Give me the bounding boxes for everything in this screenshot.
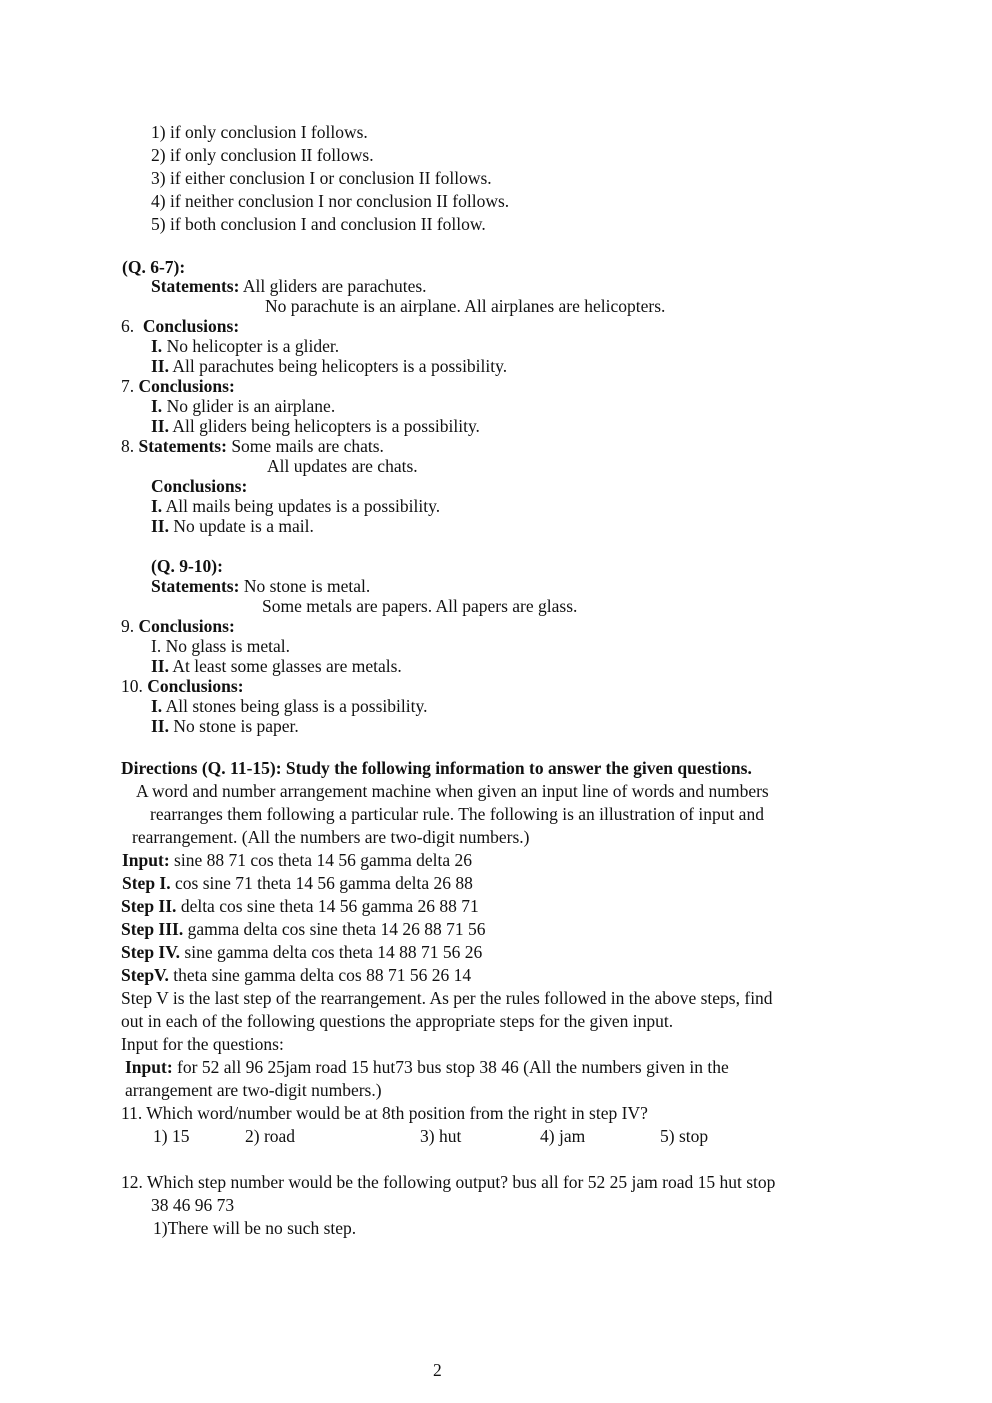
question-number: 6. [121,316,135,336]
conclusions-label: Conclusions: [151,476,248,496]
statement-1: No stone is metal. [243,576,371,596]
q7-conclusions [121,376,235,396]
step-text: sine gamma delta cos theta 14 88 71 56 26 [184,942,483,962]
q8-statements [121,436,384,456]
input-text: for 52 all 96 25jam road 15 hut73 bus stop 38 46 (All the numbers given in the [177,1057,729,1077]
conclusion-text: No helicopter is a glider. [166,336,340,356]
q6-conclusions [121,316,239,336]
step-line [121,896,479,916]
conclusions-label: Conclusions: [138,616,235,636]
step-label: StepV. [121,965,169,985]
conclusion-label: I. [151,396,163,416]
q6-conclusion-1 [151,336,339,356]
conclusion-label: I. [151,336,163,356]
instructions-text: out in each of the following questions the appropriate steps for the given input. [121,1011,674,1031]
conclusion-text: All mails being updates is a possibility. [165,496,441,516]
step-line [122,873,473,893]
q7-conclusion-2 [151,416,480,436]
statement-2: No parachute is an airplane. All airplanes are helicopters. [265,296,666,316]
q11-option-5: 5) stop [660,1126,709,1146]
q9-conclusion-2 [151,656,402,676]
q10-conclusion-2 [151,716,299,736]
statements-label: Statements: [151,276,240,296]
step-label: Step III. [121,919,184,939]
conclusions-label: Conclusions: [138,376,235,396]
question-number: 10. [121,676,143,696]
question-input [125,1057,729,1077]
question-number: 9. [121,616,135,636]
q6-7-header: (Q. 6-7): [122,257,186,277]
q9-conclusions [121,616,235,636]
q9-10-statements [151,576,370,596]
directions-paragraph: rearrangement. (All the numbers are two-digit numbers.) [132,827,530,847]
q11-option-2: 2) road [245,1126,296,1146]
conclusion-label: I. [151,496,163,516]
statement-1: All gliders are parachutes. [242,276,427,296]
option-1: 1) if only conclusion I follows. [151,122,368,142]
step-text: cos sine 71 theta 14 56 gamma delta 26 88 [175,873,473,893]
directions-paragraph: rearranges them following a particular rule. The following is an illustration of input and [150,804,764,824]
input-line [122,850,472,870]
input-label: Input: [125,1057,173,1077]
conclusion-label: II. [151,516,169,536]
directions-paragraph: A word and number arrangement machine when given an input line of words and numbers [136,781,769,801]
conclusion-label: I. [151,696,163,716]
q11-option-4: 4) jam [540,1126,586,1146]
q8-conclusion-1 [151,496,440,516]
q7-conclusion-1 [151,396,335,416]
conclusions-label: Conclusions: [147,676,244,696]
conclusion-label: II. [151,656,169,676]
conclusion-text: No stone is paper. [173,716,299,736]
option-3: 3) if either conclusion I or conclusion II follows. [151,168,492,188]
statements-label: Statements: [138,436,227,456]
option-2: 2) if only conclusion II follows. [151,145,374,165]
q9-conclusion-1: I. No glass is metal. [151,636,291,656]
step-line [121,942,482,962]
q8-conclusion-2 [151,516,314,536]
step-line [121,965,471,985]
question-number: 8. [121,436,135,456]
statement-1: Some mails are chats. [231,436,384,456]
step-line [121,919,486,939]
option-4: 4) if neither conclusion I nor conclusion II follows. [151,191,510,211]
q12-question: 12. Which step number would be the following output? bus all for 52 25 jam road 15 hut stop [121,1172,776,1192]
q12-question-cont: 38 46 96 73 [151,1195,235,1215]
q11-question: 11. Which word/number would be at 8th position from the right in step IV? [121,1103,648,1123]
q6-7-statements [151,276,427,296]
conclusion-text: No glider is an airplane. [166,396,336,416]
q10-conclusion-1 [151,696,427,716]
q10-conclusions [121,676,244,696]
conclusions-label: Conclusions: [142,316,240,336]
q6-conclusion-2 [151,356,507,376]
directions-heading: Directions (Q. 11-15): Study the following information to answer the given questions. [121,758,752,778]
conclusion-text: All parachutes being helicopters is a possibility. [172,356,508,376]
step-label: Input: [122,850,170,870]
step-label: Step IV. [121,942,181,962]
instructions-text: Step V is the last step of the rearrangement. As per the rules followed in the above steps, find [121,988,773,1008]
instructions-text: Input for the questions: [121,1034,284,1054]
option-5: 5) if both conclusion I and conclusion II follow. [151,214,486,234]
step-label: Step I. [122,873,171,893]
step-text: gamma delta cos sine theta 14 26 88 71 56 [187,919,486,939]
step-text: sine 88 71 cos theta 14 56 gamma delta 26 [174,850,472,870]
conclusion-label: II. [151,416,169,436]
statements-label: Statements: [151,576,240,596]
conclusion-text: All stones being glass is a possibility. [165,696,428,716]
statement-2: All updates are chats. [267,456,418,476]
question-number: 7. [121,376,135,396]
q11-option-1: 1) 15 [153,1126,190,1146]
statement-2: Some metals are papers. All papers are glass. [262,596,578,616]
input-text: arrangement are two-digit numbers.) [125,1080,382,1100]
step-text: delta cos sine theta 14 56 gamma 26 88 71 [180,896,479,916]
conclusion-label: II. [151,356,169,376]
conclusion-text: All gliders being helicopters is a possibility. [172,416,480,436]
conclusion-text: No update is a mail. [173,516,314,536]
conclusion-text: At least some glasses are metals. [172,656,402,676]
conclusion-label: II. [151,716,169,736]
step-label: Step II. [121,896,177,916]
q11-option-3: 3) hut [420,1126,462,1146]
q12-option-1: 1)There will be no such step. [153,1218,357,1238]
page-number: 2 [433,1360,442,1380]
step-text: theta sine gamma delta cos 88 71 56 26 14 [173,965,472,985]
q9-10-header: (Q. 9-10): [151,556,223,576]
